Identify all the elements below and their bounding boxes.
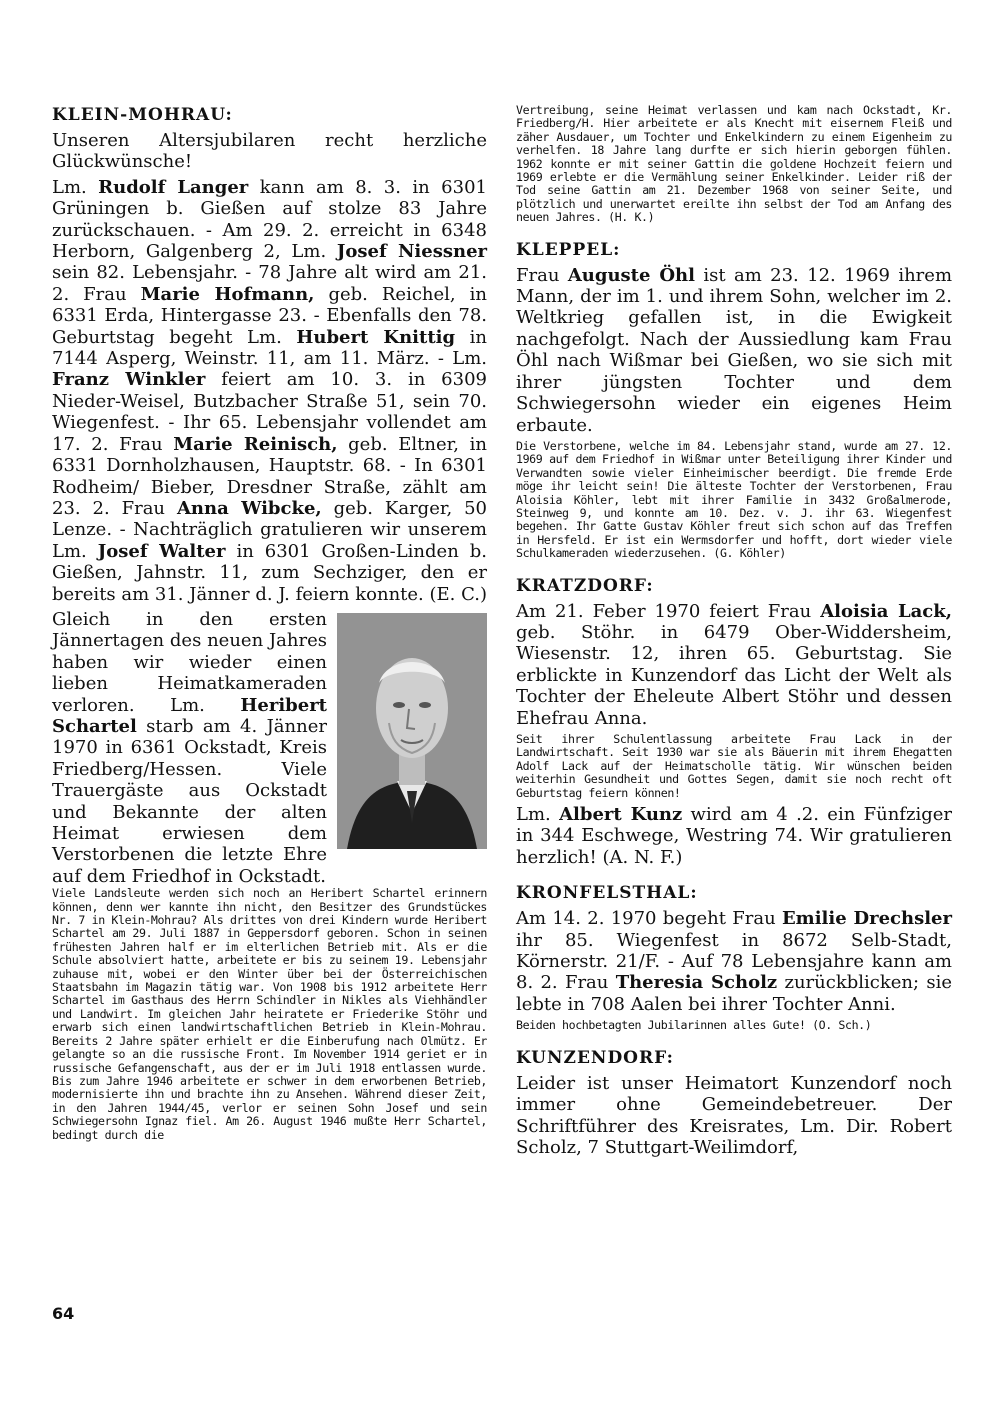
kratzdorf-paragraph-2: Lm. Albert Kunz wird am 4 .2. ein Fünfziger in 344 Eschwege, Westring 74. Wir gratulieren herzlich! (A. N. F.) [516, 804, 952, 868]
obituary-paragraph: Gleich in den ersten Jännertagen des neuen Jahres haben wir wieder einen lieben Heimatkameraden verloren. Lm. Heribert Schartel starb am 4. Jänner 1970 in 6361 Ockstadt, Kreis Friedberg/Hessen. Viele Trauergäste aus Ockstadt und Bekannte der alten Heimat erwiesen dem Verstorbenen die letzte Ehre auf dem Friedhof in Ockstadt. [52, 608, 327, 887]
bold-name: Theresia Scholz [615, 972, 778, 994]
bold-name: Hubert Knittig [296, 326, 456, 348]
section-heading-kunzendorf: KUNZENDORF: [516, 1047, 674, 1068]
section-heading-kleppel: KLEPPEL: [516, 239, 621, 260]
intro-text: Unseren Altersjubilaren recht herzliche Glückwünsche! [52, 130, 487, 173]
bold-name: Josef Niessner [336, 241, 487, 263]
kronfelsthal-detail-text: Beiden hochbetagten Jubilarinnen alles Gute! (O. Sch.) [516, 1018, 872, 1033]
page-number: 64 [52, 1304, 75, 1323]
bold-name: Albert Kunz [559, 804, 683, 826]
bold-name: Anna Wibcke, [176, 497, 322, 519]
bold-name: Aloisia Lack, [820, 600, 952, 622]
continuation-text: Vertreibung, seine Heimat verlassen und kam nach Ockstadt, Kr. Friedberg/H. Hier arbeitete er als Knecht mit eisernem Fleiß und zäher Ausdauer, um Tochter und Enkelkindern zu einem Eigenheim zu verhelfen. 18 Jahre lang durfte er sich hierin geborgen fühlen. 1962 konnte er mit seiner Gattin die goldene Hochzeit feiern und 1969 erlebte er die Vermählung seiner Enkelkinder. Leider riß der Tod seine Gattin am 21. Dezember 1968 von seiner Seite, und plötzlich und unerwartet ereilte ihn selbst der Tod am Anfang des neuen Jahres. (H. K.) [516, 103, 952, 225]
bold-name: Heribert Schartel [52, 694, 327, 737]
kratzdorf-detail-text: Seit ihrer Schulentlassung arbeitete Frau Lack in der Landwirtschaft. Seit 1930 war sie als Bäuerin mit ihrem Ehegatten Adolf Lack auf der Heimatscholle tätig. Wir wünschen beiden weiterhin Gesundheit und Gottes Segen, damit sie noch recht oft Geburtstag feiern können! [516, 732, 952, 800]
kronfelsthal-paragraph: Am 14. 2. 1970 begeht Frau Emilie Drechsler ihr 85. Wiegenfest in 8672 Selb-Stadt, Körnerstr. 21/F. - Auf 78 Lebensjahre kann am 8. 2. Frau Theresia Scholz zurückblicken; sie lebte in 708 Aalen bei ihrer Tochter Anni. [516, 908, 953, 1015]
bold-name: Auguste Öhl [567, 264, 695, 286]
bold-name: Emilie Drechsler [781, 908, 952, 930]
section-heading-kronfelsthal: KRONFELSTHAL: [516, 883, 698, 904]
section-heading-klein-mohrau: KLEIN-MOHRAU: [52, 105, 233, 125]
bold-name: Josef Walter [97, 540, 226, 562]
birthdays-paragraph: Lm. Rudolf Langer kann am 8. 3. in 6301 Grüningen b. Gießen auf stolze 83 Jahre zurückschauen. - Am 29. 2. erreicht in 6348 Herborn, Galgenberg 2, Lm. Josef Niessner sein 82. Lebensjahr. - 78 Jahre alt wird am 21. 2. Frau Marie Hofmann, geb. Reichel, in 6331 Erda, Hintergasse 23. - Ebenfalls den 78. Geburtstag begeht Lm. Hubert Knittig in 7144 Asperg, Weinstr. 11, am 11. März. - Lm. Franz Winkler feiert am 10. 3. in 6309 Nieder-Weisel, Butzbacher Straße 51, sein 70. Wiegenfest. - Ihr 65. Lebensjahr vollendet am 17. 2. Frau Marie Reinisch, geb. Eltner, in 6331 Dornholzhausen, Hauptstr. 68. - In 6301 Rodheim/ Bieber, Dresdner Straße, zählt am 23. 2. Frau Anna Wibcke, geb. Karger, 50 Lenze. - Nachträglich gratulieren wir unserem Lm. Josef Walter in 6301 Großen-Linden b. Gießen, Jahnstr. 11, zum Sechziger, den er bereits am 31. Jänner d. J. feiern konnte. (E. C.) [52, 176, 488, 605]
portrait-photo [337, 613, 487, 849]
kunzendorf-paragraph: Leider ist unser Heimatort Kunzendorf noch immer ohne Gemeindebetreuer. Der Schriftführer des Kreisrates, Lm. Dir. Robert Scholz, 7 Stuttgart-Weilimdorf, [516, 1072, 952, 1158]
left-column [52, 104, 487, 1146]
obituary-block [52, 609, 487, 887]
bold-name: Marie Reinisch, [173, 433, 338, 455]
kleppel-detail-text: Die Verstorbene, welche im 84. Lebensjahr stand, wurde am 27. 12. 1969 auf dem Friedhof in Wißmar unter Beteiligung ihrer Kinder und Verwandten sowie vieler Einheimischer beerdigt. Die fremde Erde möge ihr leicht sein! Die älteste Tochter der Verstorbenen, Frau Aloisia Köhler, lebt mit ihrer Familie in 3432 Großalmerode, Steinweg 9, und konnte am 10. Dez. v. J. ihr 63. Wiegenfest begehen. Ihr Gatte Gustav Köhler freut sich schon auf das Treffen in Hersfeld. Er ist ein Wermsdorfer und hofft, dort wieder viele Schulkameraden wiederzusehen. (G. Köhler) [516, 438, 952, 561]
portrait-image [337, 613, 487, 849]
obituary-detail-text: Viele Landsleute werden sich noch an Heribert Schartel erinnern können, denn wer kannte ihn nicht, den Besitzer des Grundstückes Nr. 7 in Klein-Mohrau? Als drittes von drei Kindern wurde Heribert Schartel am 29. Juli 1887 in Geppersdorf geboren. Schon in seinen frühesten Jahren half er im elterlichen Betrieb mit. Als er die Schule absolviert hatte, arbeitete er bis zu seinem 19. Lebensjahr zuhause mit, wobei er den Winter über bei der Österreichischen Staatsbahn im Magazin tätig war. Von 1908 bis 1912 arbeitete Herr Schartel im Gasthaus des Herrn Schindler in Nikles als Viehhändler und Landwirt. Im gleichen Jahr heiratete er Friederike Stöhr und erwarb sich einen landwirtschaftlichen Betrieb in Klein-Mohrau. Bereits 2 Jahre später erhielt er die Einberufung nach Olmütz. Er gelangte so an die russische Front. Im November 1914 geriet er in russische Gefangenschaft, aus der er im Juli 1918 entlassen wurde. Bis zum Jahre 1946 arbeitete er schwer in dem erworbenen Betrieb, modernisierte ihn und brachte ihn zu Ansehen. Während dieser Zeit, in den Jahren 1944/45, verlor er seinen Sohn Josef und sein Schwiegersohn Ignaz fiel. Am 26. August 1946 mußte Herr Schartel, bedingt durch die [52, 886, 487, 1142]
right-column [516, 104, 952, 1162]
bold-name: Franz Winkler [52, 369, 206, 391]
kratzdorf-paragraph: Am 21. Feber 1970 feiert Frau Aloisia Lack, geb. Stöhr. in 6479 Ober-Widdersheim, Wiesenstr. 12, ihren 65. Geburtstag. Sie erblickte in Kunzendorf das Licht der Welt als Tochter der Eheleute Albert Stöhr und dessen Ehefrau Anna. [516, 600, 952, 729]
section-heading-kratzdorf: KRATZDORF: [516, 575, 654, 596]
bold-name: Marie Hofmann, [140, 283, 315, 305]
kleppel-paragraph: Frau Auguste Öhl ist am 23. 12. 1969 ihrem Mann, der im 1. und ihrem Sohn, welcher im 2. Weltkrieg gefallen ist, in die Ewigkeit nachgefolgt. Nach der Aussiedlung kam Frau Öhl nach Wißmar bei Gießen, wo sie sich mit ihrer jüngsten Tochter und dem Schwiegersohn wieder ein eigenes Heim erbaute. [516, 264, 953, 436]
bold-name: Rudolf Langer [98, 176, 249, 198]
